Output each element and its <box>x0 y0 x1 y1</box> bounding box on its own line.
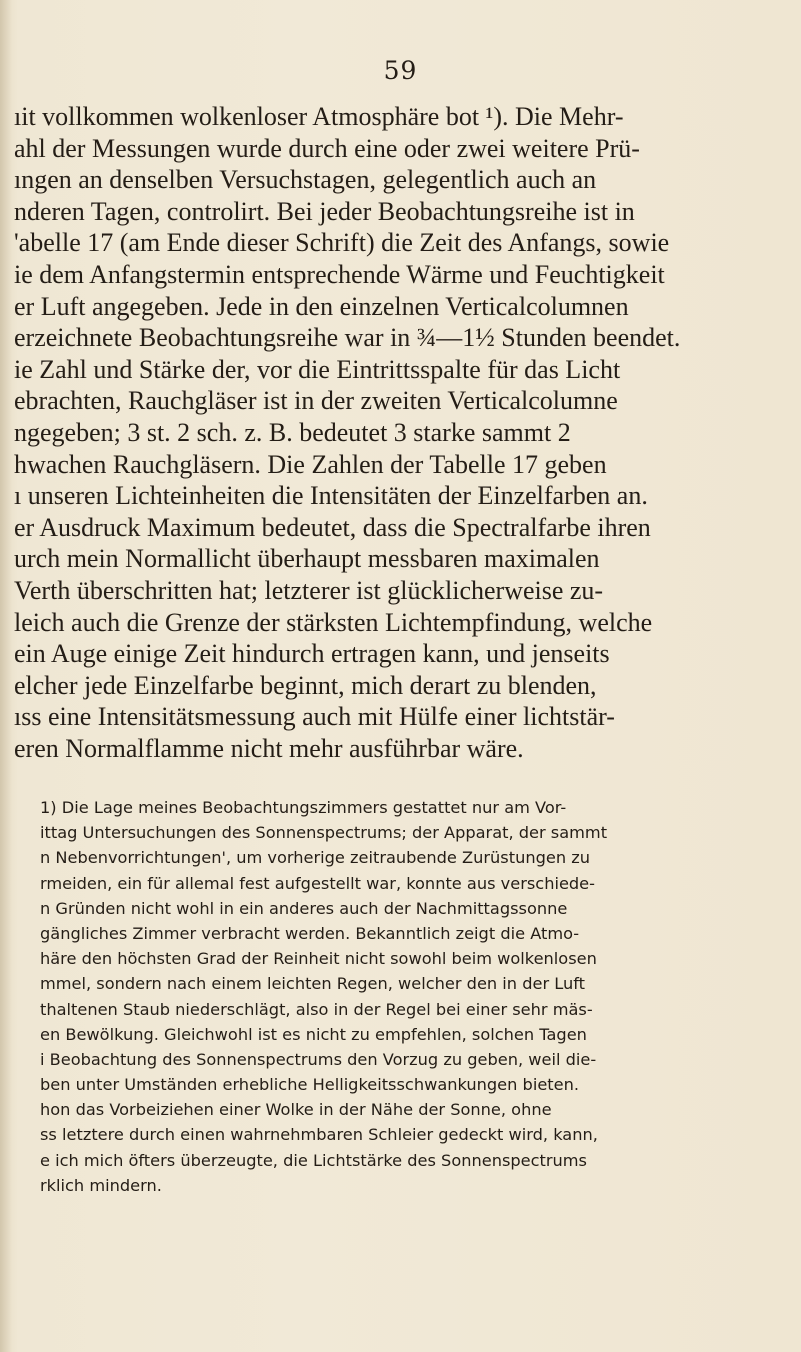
text-line: er Luft angegeben. Jede in den einzelnen Verticalcolumnen <box>14 291 629 321</box>
footnote-line: mmel, sondern nach einem leichten Regen, welcher den in der Luft <box>40 974 585 994</box>
text-line: nderen Tagen, controlirt. Bei jeder Beobachtungsreihe ist in <box>14 196 635 226</box>
footnote-line: gängliches Zimmer verbracht werden. Bekanntlich zeigt die Atmo- <box>40 923 580 943</box>
footnote-line: hon das Vorbeiziehen einer Wolke in der Nähe der Sonne, ohne <box>40 1100 552 1120</box>
text-line: eren Normalflamme nicht mehr ausführbar wäre. <box>14 733 524 763</box>
footnote-line: thaltenen Staub niederschlägt, also in der Regel bei einer sehr mäs- <box>40 999 593 1019</box>
text-line: Verth überschritten hat; letzterer ist glücklicherweise zu- <box>14 575 604 605</box>
text-line: ı unseren Lichteinheiten die Intensitäten der Einzelfarben an. <box>14 481 648 511</box>
text-line: ıngen an denselben Versuchstagen, gelegentlich auch an <box>14 165 597 195</box>
text-line: ie dem Anfangstermin entsprechende Wärme und Feuchtigkeit <box>14 259 665 289</box>
text-line: erzeichnete Beobachtungsreihe war in ¾—1½ Stunden beendet. <box>14 323 681 353</box>
text-line: ıss eine Intensitätsmessung auch mit Hülfe einer lichtstär- <box>14 702 615 732</box>
text-line: ie Zahl und Stärke der, vor die Eintrittsspalte für das Licht <box>14 354 621 384</box>
footnote-line: ittag Untersuchungen des Sonnenspectrums; der Apparat, der sammt <box>40 823 608 843</box>
footnote-line: i Beobachtung des Sonnenspectrums den Vorzug zu geben, weil die- <box>40 1049 597 1069</box>
text-line: ebrachten, Rauchgläser ist in der zweiten Verticalcolumne <box>14 386 618 416</box>
footnote-line: e ich mich öfters überzeugte, die Lichtstärke des Sonnenspectrums <box>40 1150 587 1170</box>
footnote-block <box>40 795 792 1198</box>
text-line: elcher jede Einzelfarbe beginnt, mich derart zu blenden, <box>14 670 597 700</box>
footnote-line: 1) Die Lage meines Beobachtungszimmers gestattet nur am Vor- <box>40 798 567 817</box>
binding-shadow <box>0 0 12 1352</box>
footnote-line: en Bewölkung. Gleichwohl ist es nicht zu empfehlen, solchen Tagen <box>40 1024 587 1044</box>
footnote-line: ss letztere durch einen wahrnehmbaren Schleier gedeckt wird, kann, <box>40 1125 598 1145</box>
page-number: 59 <box>383 56 418 85</box>
text-line: leich auch die Grenze der stärksten Lichtempfindung, welche <box>14 607 653 637</box>
footnote-line: rmeiden, ein für allemal fest aufgestellt war, konnte aus verschiede- <box>40 873 595 893</box>
text-line: ngegeben; 3 st. 2 sch. z. B. bedeutet 3 starke sammt 2 <box>14 417 571 447</box>
text-line: 'abelle 17 (am Ende dieser Schrift) die Zeit des Anfangs, sowie <box>14 228 670 258</box>
footnote-line: n Nebenvorrichtungen', um vorherige zeitraubende Zurüstungen zu <box>40 848 590 868</box>
footnote-line: n Gründen nicht wohl in ein anderes auch der Nachmittagssonne <box>40 898 568 918</box>
main-text-block <box>14 101 790 764</box>
text-line: er Ausdruck Maximum bedeutet, dass die Spectralfarbe ihren <box>14 512 651 542</box>
text-line: ahl der Messungen wurde durch eine oder zwei weitere Prü- <box>14 133 640 163</box>
text-line: hwachen Rauchgläsern. Die Zahlen der Tabelle 17 geben <box>14 449 607 479</box>
footnote-line: häre den höchsten Grad der Reinheit nicht sowohl beim wolkenlosen <box>40 949 597 969</box>
text-line: ein Auge einige Zeit hindurch ertragen kann, und jenseits <box>14 639 610 669</box>
footnote-line: rklich mindern. <box>40 1175 162 1195</box>
text-line: ıit vollkommen wolkenloser Atmosphäre bot ¹). Die Mehr- <box>14 102 624 131</box>
footnote-line: ben unter Umständen erhebliche Helligkeitsschwankungen bieten. <box>40 1075 579 1095</box>
text-line: urch mein Normallicht überhaupt messbaren maximalen <box>14 544 600 574</box>
